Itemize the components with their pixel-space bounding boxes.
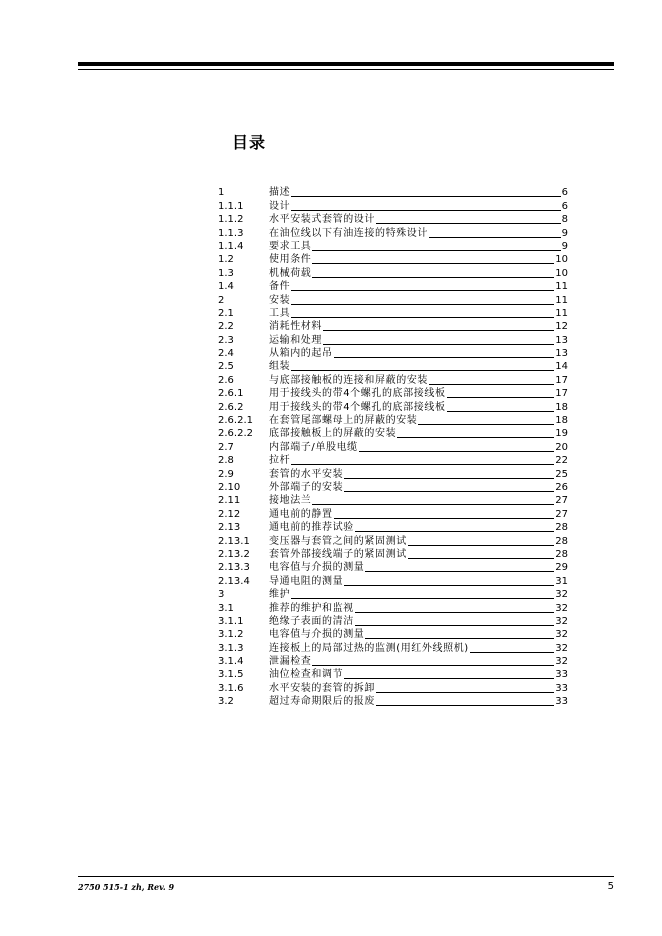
header-rule-thick xyxy=(78,62,614,66)
toc-entry-number: 2.4 xyxy=(218,348,234,360)
toc-entry[interactable] xyxy=(218,213,568,226)
toc-entry[interactable] xyxy=(218,521,568,534)
toc-entry-number: 2.6.2 xyxy=(218,401,244,413)
toc-leader-line xyxy=(291,317,554,318)
toc-leader-line xyxy=(447,411,555,412)
toc-entry[interactable] xyxy=(218,481,568,494)
toc-leader-line xyxy=(312,665,554,666)
toc-entry[interactable] xyxy=(218,266,568,279)
toc-leader-line xyxy=(376,223,561,224)
toc-leader-line xyxy=(334,357,555,358)
toc-leader-line xyxy=(355,531,554,532)
toc-entry-page: 6 xyxy=(561,187,568,199)
toc-entry-page: 32 xyxy=(555,656,568,668)
toc-entry-title: 接地法兰 xyxy=(269,495,312,507)
toc-entry-page: 32 xyxy=(555,589,568,601)
toc-entry-page: 10 xyxy=(555,267,568,279)
toc-leader-line xyxy=(397,437,554,438)
header-rule-thin xyxy=(78,69,614,70)
toc-entry-number: 1 xyxy=(218,187,225,199)
toc-entry-number: 2.3 xyxy=(218,334,234,346)
toc-entry-title: 油位检查和调节 xyxy=(269,669,344,681)
toc-entry-number: 2.2 xyxy=(218,321,234,333)
toc-leader-line xyxy=(344,478,554,479)
toc-entry-page: 8 xyxy=(561,214,568,226)
toc-entry[interactable] xyxy=(218,440,568,453)
toc-entry-page: 18 xyxy=(555,415,568,427)
toc-entry-page: 19 xyxy=(555,428,568,440)
toc-entry[interactable] xyxy=(218,467,568,480)
toc-leader-line xyxy=(312,250,560,251)
toc-entry-number: 3.1.1 xyxy=(218,615,244,627)
toc-leader-line xyxy=(334,518,555,519)
toc-entry-title: 泄漏检查 xyxy=(269,656,312,668)
toc-entry[interactable] xyxy=(218,615,568,628)
toc-entry[interactable] xyxy=(218,387,568,400)
toc-entry-title: 运输和处理 xyxy=(269,334,322,346)
toc-entry[interactable] xyxy=(218,507,568,520)
toc-entry[interactable] xyxy=(218,494,568,507)
toc-entry[interactable] xyxy=(218,427,568,440)
toc-entry[interactable] xyxy=(218,253,568,266)
toc-leader-line xyxy=(447,397,555,398)
toc-entry-page: 13 xyxy=(555,334,568,346)
toc-entry-title: 维护 xyxy=(269,589,291,601)
toc-leader-line xyxy=(323,330,554,331)
toc-entry-page: 29 xyxy=(555,562,568,574)
toc-entry-page: 11 xyxy=(555,294,568,306)
toc-entry[interactable] xyxy=(218,186,568,199)
toc-entry-title: 备件 xyxy=(269,281,291,293)
toc-entry-title: 连接板上的局部过热的监测(用红外线照机) xyxy=(269,642,469,654)
toc-leader-line xyxy=(291,598,554,599)
toc-entry[interactable] xyxy=(218,360,568,373)
toc-entry-title: 套管外部接线端子的紧固测试 xyxy=(269,548,407,560)
toc-entry-page: 9 xyxy=(561,227,568,239)
toc-entry[interactable] xyxy=(218,548,568,561)
toc-leader-line xyxy=(418,424,554,425)
toc-leader-line xyxy=(365,571,554,572)
toc-entry-title: 机械荷载 xyxy=(269,267,312,279)
toc-entry-title: 变压器与套管之间的紧固测试 xyxy=(269,535,407,547)
toc-entry[interactable] xyxy=(218,414,568,427)
toc-entry-title: 套管的水平安装 xyxy=(269,468,344,480)
toc-leader-line xyxy=(312,277,554,278)
toc-entry-title: 使用条件 xyxy=(269,254,312,266)
toc-entry[interactable] xyxy=(218,655,568,668)
toc-entry-title: 外部端子的安装 xyxy=(269,481,344,493)
toc-entry[interactable] xyxy=(218,628,568,641)
toc-entry[interactable] xyxy=(218,307,568,320)
toc-entry-page: 25 xyxy=(555,468,568,480)
toc-leader-line xyxy=(355,625,554,626)
toc-entry-page: 9 xyxy=(561,240,568,252)
toc-entry[interactable] xyxy=(218,601,568,614)
toc-entry-title: 通电前的静置 xyxy=(269,508,333,520)
toc-entry[interactable] xyxy=(218,293,568,306)
toc-entry-number: 1.2 xyxy=(218,254,234,266)
toc-entry-title: 拉杆 xyxy=(269,455,291,467)
toc-entry-page: 12 xyxy=(555,321,568,333)
toc-leader-line xyxy=(429,237,561,238)
table-of-contents xyxy=(218,186,568,708)
toc-entry-title: 工具 xyxy=(269,307,291,319)
toc-leader-line xyxy=(408,545,554,546)
toc-entry-number: 3.1.6 xyxy=(218,682,244,694)
toc-entry-title: 超过寿命期限后的报废 xyxy=(269,696,375,708)
toc-entry-page: 28 xyxy=(555,522,568,534)
toc-entry[interactable] xyxy=(218,226,568,239)
toc-leader-line xyxy=(291,210,560,211)
toc-entry-title: 从箱内的起吊 xyxy=(269,348,333,360)
toc-entry-title: 描述 xyxy=(269,187,291,199)
toc-entry-number: 3.2 xyxy=(218,696,234,708)
toc-leader-line xyxy=(291,304,554,305)
toc-entry-number: 1.1.3 xyxy=(218,227,244,239)
toc-entry[interactable] xyxy=(218,641,568,654)
toc-entry-number: 2.13.4 xyxy=(218,575,250,587)
toc-entry-page: 27 xyxy=(555,508,568,520)
toc-entry-page: 32 xyxy=(555,629,568,641)
toc-entry-number: 3.1.2 xyxy=(218,629,244,641)
toc-entry-number: 3 xyxy=(218,589,225,601)
toc-entry-page: 18 xyxy=(555,401,568,413)
toc-entry-title: 消耗性材料 xyxy=(269,321,322,333)
toc-entry-number: 3.1 xyxy=(218,602,234,614)
toc-entry-title: 用于接线头的带4个螺孔的底部接线板 xyxy=(269,401,446,413)
toc-entry-number: 3.1.5 xyxy=(218,669,244,681)
toc-entry-page: 27 xyxy=(555,495,568,507)
toc-entry-number: 1.1.1 xyxy=(218,200,244,212)
toc-leader-line xyxy=(355,612,554,613)
toc-entry-number: 2.10 xyxy=(218,481,241,493)
toc-entry-number: 2.6.1 xyxy=(218,388,244,400)
toc-entry-page: 33 xyxy=(555,696,568,708)
toc-entry-page: 13 xyxy=(555,348,568,360)
toc-entry-number: 2 xyxy=(218,294,225,306)
toc-leader-line xyxy=(429,384,554,385)
toc-entry-number: 2.6 xyxy=(218,374,234,386)
toc-entry-number: 1.1.2 xyxy=(218,214,244,226)
toc-entry[interactable] xyxy=(218,561,568,574)
toc-entry-number: 2.13.3 xyxy=(218,562,250,574)
toc-entry-title: 要求工具 xyxy=(269,240,312,252)
toc-entry-title: 内部端子/单股电缆 xyxy=(269,441,358,453)
toc-entry-number: 3.1.3 xyxy=(218,642,244,654)
toc-entry-page: 32 xyxy=(555,615,568,627)
toc-leader-line xyxy=(344,491,554,492)
toc-entry-title: 与底部接触板的连接和屏蔽的安装 xyxy=(269,374,428,386)
footer-rule xyxy=(78,876,614,877)
toc-entry-number: 2.1 xyxy=(218,307,234,319)
toc-entry-title: 导通电阻的测量 xyxy=(269,575,344,587)
toc-entry-number: 1.3 xyxy=(218,267,234,279)
toc-leader-line xyxy=(323,344,554,345)
toc-entry-title: 用于接线头的带4个螺孔的底部接线板 xyxy=(269,388,446,400)
toc-leader-line xyxy=(291,290,554,291)
toc-entry-page: 28 xyxy=(555,535,568,547)
toc-entry[interactable] xyxy=(218,574,568,587)
toc-entry-page: 17 xyxy=(555,374,568,386)
toc-entry-title: 水平安装的套管的拆卸 xyxy=(269,682,375,694)
toc-entry-page: 6 xyxy=(561,200,568,212)
toc-leader-line xyxy=(312,504,554,505)
toc-entry-title: 安装 xyxy=(269,294,291,306)
toc-entry-page: 28 xyxy=(555,548,568,560)
toc-entry-number: 2.13.1 xyxy=(218,535,250,547)
page-title: 目录 xyxy=(232,133,267,152)
toc-entry-number: 1.1.4 xyxy=(218,240,244,252)
toc-entry[interactable] xyxy=(218,588,568,601)
toc-entry-number: 1.4 xyxy=(218,281,234,293)
toc-leader-line xyxy=(408,558,554,559)
toc-entry[interactable] xyxy=(218,400,568,413)
toc-entry-page: 10 xyxy=(555,254,568,266)
toc-entry-page: 26 xyxy=(555,481,568,493)
toc-leader-line xyxy=(376,692,554,693)
document-id: 2750 515-1 zh, Rev. 9 xyxy=(78,882,175,892)
toc-entry[interactable] xyxy=(218,668,568,681)
toc-entry[interactable] xyxy=(218,240,568,253)
toc-entry-page: 33 xyxy=(555,682,568,694)
toc-entry-page: 11 xyxy=(555,307,568,319)
toc-entry-title: 绝缘子表面的清洁 xyxy=(269,615,354,627)
toc-entry-title: 底部接触板上的屏蔽的安装 xyxy=(269,428,397,440)
toc-entry-number: 2.8 xyxy=(218,455,234,467)
toc-entry-number: 2.9 xyxy=(218,468,234,480)
toc-entry-number: 2.11 xyxy=(218,495,241,507)
toc-entry[interactable] xyxy=(218,199,568,212)
toc-leader-line xyxy=(344,678,554,679)
toc-entry[interactable] xyxy=(218,534,568,547)
toc-leader-line xyxy=(359,451,554,452)
toc-entry[interactable] xyxy=(218,347,568,360)
toc-entry-title: 水平安装式套管的设计 xyxy=(269,214,375,226)
toc-entry[interactable] xyxy=(218,454,568,467)
toc-leader-line xyxy=(312,263,554,264)
toc-entry[interactable] xyxy=(218,280,568,293)
toc-entry-page: 33 xyxy=(555,669,568,681)
toc-entry-page: 11 xyxy=(555,281,568,293)
toc-leader-line xyxy=(376,705,554,706)
toc-entry-page: 22 xyxy=(555,455,568,467)
toc-entry-page: 32 xyxy=(555,642,568,654)
toc-entry-number: 3.1.4 xyxy=(218,656,244,668)
toc-leader-line xyxy=(470,652,554,653)
toc-leader-line xyxy=(291,464,554,465)
toc-entry-page: 17 xyxy=(555,388,568,400)
toc-entry-title: 设计 xyxy=(269,200,291,212)
toc-entry-number: 2.5 xyxy=(218,361,234,373)
toc-entry-title: 电容值与介损的测量 xyxy=(269,629,365,641)
toc-entry[interactable] xyxy=(218,373,568,386)
toc-entry-title: 电容值与介损的测量 xyxy=(269,562,365,574)
toc-entry-number: 2.6.2.2 xyxy=(218,428,253,440)
toc-entry-page: 31 xyxy=(555,575,568,587)
toc-entry[interactable] xyxy=(218,695,568,708)
toc-entry-title: 推荐的维护和监视 xyxy=(269,602,354,614)
toc-leader-line xyxy=(344,585,554,586)
toc-entry-number: 2.7 xyxy=(218,441,234,453)
toc-entry-page: 32 xyxy=(555,602,568,614)
toc-entry-title: 组装 xyxy=(269,361,291,373)
toc-leader-line xyxy=(291,370,554,371)
page-number: 5 xyxy=(607,881,614,892)
toc-entry-number: 2.13.2 xyxy=(218,548,250,560)
toc-entry[interactable] xyxy=(218,681,568,694)
toc-entry-number: 2.12 xyxy=(218,508,241,520)
toc-entry[interactable] xyxy=(218,333,568,346)
toc-entry-title: 在套管尾部螺母上的屏蔽的安装 xyxy=(269,415,418,427)
toc-entry-page: 14 xyxy=(555,361,568,373)
toc-entry[interactable] xyxy=(218,320,568,333)
toc-entry-title: 在油位线以下有油连接的特殊设计 xyxy=(269,227,428,239)
toc-entry-number: 2.6.2.1 xyxy=(218,415,253,427)
toc-entry-page: 20 xyxy=(555,441,568,453)
toc-entry-number: 2.13 xyxy=(218,522,241,534)
toc-leader-line xyxy=(291,196,560,197)
toc-entry-title: 通电前的推荐试验 xyxy=(269,522,354,534)
toc-leader-line xyxy=(365,638,554,639)
